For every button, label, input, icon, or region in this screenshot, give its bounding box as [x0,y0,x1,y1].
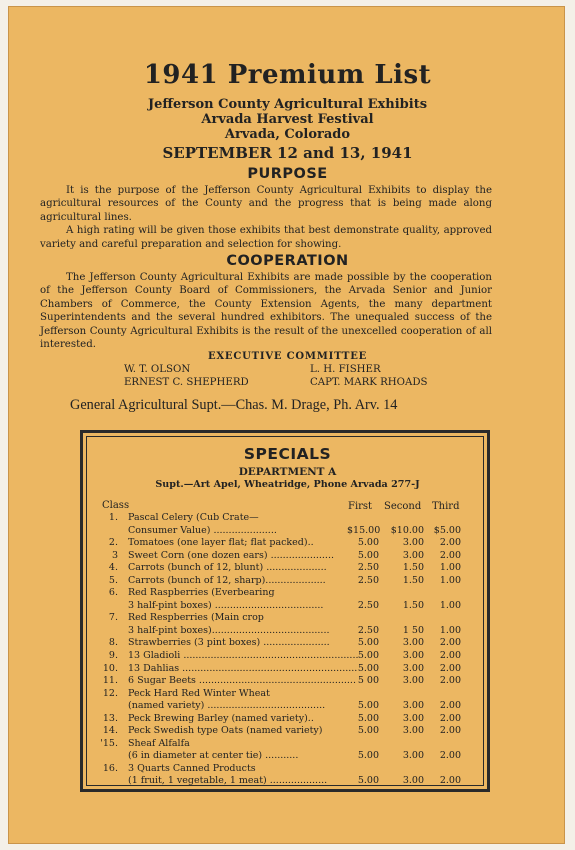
class-number: 13. [102,712,118,724]
class-number: 4. [108,562,118,574]
table-row [100,637,470,650]
description-line: Tomatoes (one layer flat; flat packed).. [128,537,314,549]
general-superintendent: General Agricultural Supt.—Chas. M. Drage, Ph. Arv. 14 [70,397,398,413]
class-description [128,537,314,550]
table-row [100,675,470,688]
third-prize: 2.00 [439,775,461,787]
class-number: 7. [108,612,118,624]
class-description [128,562,327,575]
second-prize: $10.00 [390,524,424,536]
first-prize: 5.00 [357,537,379,549]
third-prize: 1.00 [439,574,461,586]
third-prize: 1.00 [439,624,461,636]
third-prize: 2.00 [439,700,461,712]
page-title: 1941 Premium List [143,60,432,90]
first-prize: 5.00 [357,662,379,674]
description-line: Peck Brewing Barley (named variety).. [128,712,314,724]
first-prize: 5.00 [357,650,379,662]
first-prize: 2.50 [357,624,379,636]
class-number: 6. [108,587,118,599]
description-line: Consumer Value) ..................... [128,524,277,536]
class-number: 9. [108,650,118,662]
class-description [128,738,298,763]
purpose-paragraph: It is the purpose of the Jefferson County Agricultural Exhibits to display the agricultural resources of the County and the progress that is being made along agricultural lines. [40,185,492,223]
first-prize: 5.00 [357,637,379,649]
class-number: 5. [108,574,118,586]
cooperation-paragraph: The Jefferson County Agricultural Exhibits are made possible by the cooperation of the Jefferson County Board of Commissioners, the Arvada Senior and Junior Chambers of Commerce, the County Extension Agents, the many department Superintendents and the several hundred exhibitors. The unequaled success of the Jefferson County Agricultural Exhibits is the result of the unexcelled cooperation of all interested. [40,272,492,351]
description-line: 6 Sugar Beets .................................................... [128,675,356,687]
table-row [100,550,470,563]
cooperation-heading: COOPERATION [226,253,349,269]
third-prize: 1.00 [439,562,461,574]
class-number: 14. [102,725,118,737]
third-prize: 2.00 [439,712,461,724]
second-prize: 3.00 [402,549,424,561]
table-row [100,612,470,637]
third-prize: 2.00 [439,637,461,649]
second-prize: 3.00 [402,650,424,662]
class-description [128,763,327,788]
column-header-third: Third [432,501,460,512]
committee-member: CAPT. MARK RHOADS [310,377,428,388]
class-description [128,650,358,663]
first-prize: 2.50 [357,562,379,574]
subtitle-location: Arvada, Colorado [224,127,351,142]
cooperation-text [40,271,492,351]
description-line: Red Respberries (Main crop [128,612,264,624]
column-header-class: Class [102,500,130,511]
class-number: 1. [108,512,118,523]
third-prize: 2.00 [439,725,461,737]
description-line: 13 Gladioli .......................................................... [128,650,359,662]
purpose-paragraph: A high rating will be given those exhibits that best demonstrate quality, approved variety and careful preparation and selection for showing. [40,225,492,250]
specials-heading: SPECIALS [243,445,332,463]
third-prize: $5.00 [433,524,461,536]
table-row [100,562,470,575]
prize-table [100,512,470,788]
description-line: 3 half-pint boxes)....................................... [128,624,330,636]
class-description [128,725,323,738]
description-line: Strawberries (3 pint boxes) ...................... [128,637,330,649]
first-prize: 2.50 [357,574,379,586]
second-prize: 1.50 [402,562,424,574]
class-number: 3 [111,549,118,561]
class-number: 12. [102,687,118,699]
description-line: (6 in diameter at center tie) ........... [128,750,299,762]
purpose-text [40,184,492,251]
second-prize: 3.00 [402,775,424,787]
second-prize: 3.00 [402,725,424,737]
third-prize: 2.00 [439,537,461,549]
description-line: Peck Swedish type Oats (named variety) [128,725,323,737]
description-line: Peck Hard Red Winter Wheat [128,687,270,699]
class-number: 16. [102,762,118,774]
table-row [100,763,470,788]
class-number: 10. [102,662,118,674]
table-row [100,537,470,550]
second-prize: 1.50 [402,599,424,611]
third-prize: 2.00 [439,750,461,762]
class-description [128,550,334,563]
first-prize: 5.00 [357,549,379,561]
first-prize: 5.00 [357,775,379,787]
class-description [128,612,329,637]
class-description [128,587,323,612]
description-line: Red Raspberries (Everbearing [128,587,275,599]
description-line: Sweet Corn (one dozen ears) ..................... [128,549,334,561]
first-prize: $15.00 [347,524,381,536]
description-line: Carrots (bunch of 12, blunt) .................... [128,562,327,574]
table-row [100,575,470,588]
class-description [128,663,357,676]
second-prize: 3.00 [402,675,424,687]
description-line: (named variety) ....................................... [128,700,326,712]
description-line: 3 half-pint boxes) .................................... [128,599,324,611]
department-heading: DEPARTMENT A [238,466,337,478]
class-description [128,637,330,650]
column-header-first: First [348,501,373,512]
second-prize: 3.00 [402,537,424,549]
second-prize: 3.00 [402,662,424,674]
description-line: 3 Quarts Canned Products [128,762,256,774]
description-line: (1 fruit, 1 vegetable, 1 meat) ................... [128,775,328,787]
department-superintendent: Supt.—Art Apel, Wheatridge, Phone Arvada 277-J [155,479,420,490]
first-prize: 5.00 [357,750,379,762]
third-prize: 2.00 [439,650,461,662]
description-line: Carrots (bunch of 12, sharp).................... [128,574,326,586]
event-dates: SEPTEMBER 12 and 13, 1941 [162,144,413,162]
first-prize: 5.00 [357,725,379,737]
committee-member: W. T. OLSON [124,364,191,375]
table-row [100,738,470,763]
second-prize: 3.00 [402,750,424,762]
class-description [128,675,356,688]
description-line: Pascal Celery (Cub Crate— [128,512,259,523]
class-number: 11. [102,675,118,687]
third-prize: 1.00 [439,599,461,611]
table-row [100,512,470,537]
description-line: Sheaf Alfalfa [128,737,190,749]
table-row [100,713,470,726]
executive-committee-heading: EXECUTIVE COMMITTEE [207,351,368,362]
second-prize: 3.00 [402,712,424,724]
table-row [100,650,470,663]
first-prize: 2.50 [357,599,379,611]
second-prize: 1.50 [402,574,424,586]
first-prize: 5 00 [357,675,379,687]
committee-member: ERNEST C. SHEPHERD [124,377,249,388]
class-description [128,512,277,537]
table-row [100,663,470,676]
table-row [100,587,470,612]
subtitle-festival: Arvada Harvest Festival [201,112,374,127]
description-line: 13 Dahlias .......................................................... [128,662,358,674]
class-description [128,575,326,588]
table-row [100,725,470,738]
class-number: '15. [100,737,118,749]
second-prize: 1 50 [402,624,424,636]
third-prize: 2.00 [439,549,461,561]
class-description [128,713,314,726]
committee-member: L. H. FISHER [310,364,381,375]
third-prize: 2.00 [439,662,461,674]
second-prize: 3.00 [402,700,424,712]
first-prize: 5.00 [357,700,379,712]
column-header-second: Second [384,501,422,512]
class-number: 8. [108,637,118,649]
third-prize: 2.00 [439,675,461,687]
table-row [100,688,470,713]
first-prize: 5.00 [357,712,379,724]
purpose-heading: PURPOSE [247,166,328,182]
class-description [128,688,325,713]
class-number: 2. [108,537,118,549]
second-prize: 3.00 [402,637,424,649]
subtitle-exhibits: Jefferson County Agricultural Exhibits [147,97,428,112]
